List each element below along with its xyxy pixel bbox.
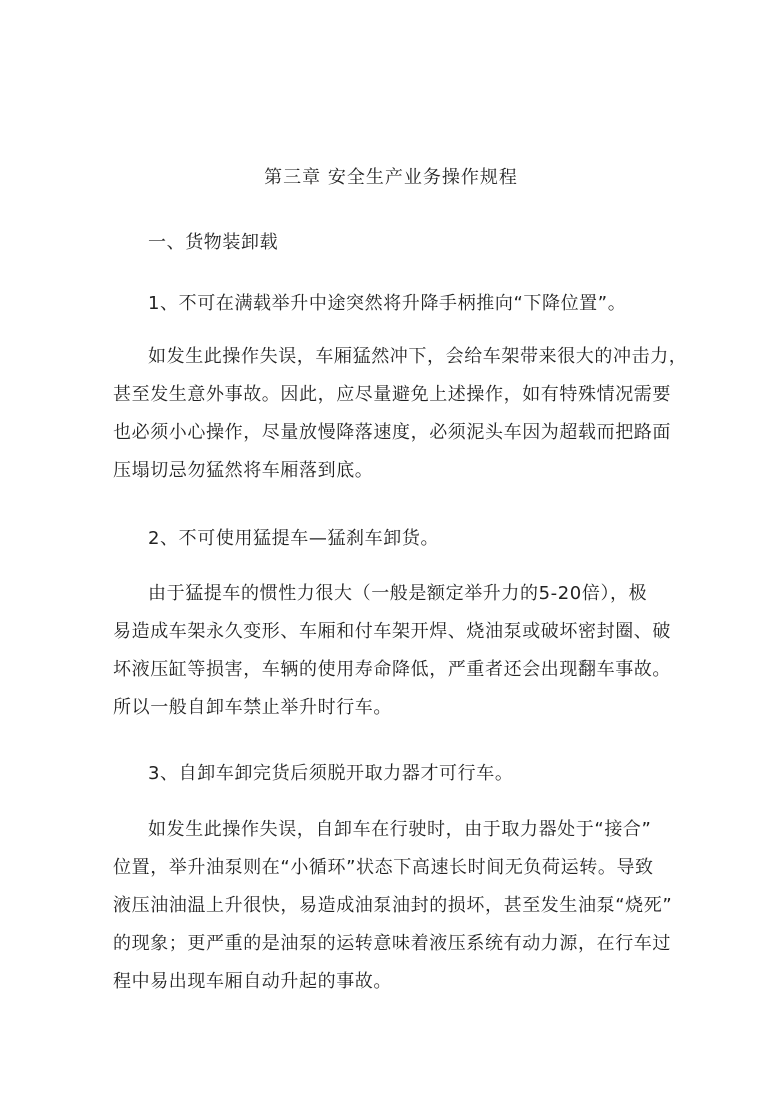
paragraph-3-line-1: 2、不可使用猛提车—猛刹车卸货。 (148, 528, 440, 549)
paragraph-5-line-1: 3、自卸车卸完货后须脱开取力器才可行车。 (148, 763, 514, 784)
paragraph-6-line-5: 程中易出现车厢自动升起的事故。 (113, 971, 392, 992)
paragraph-6-line-4: 的现象；更严重的是油泵的运转意味着液压系统有动力源，在行车过 (113, 933, 671, 954)
paragraph-6-line-1: 如发生此操作失误，自卸车在行驶时，由于取力器处于“接合” (148, 819, 652, 840)
paragraph-2-line-4: 压塌切忌勿猛然将车厢落到底。 (113, 460, 374, 481)
paragraph-6-line-2: 位置，举升油泵则在“小循环”状态下高速长时间无负荷运转。导致 (113, 857, 654, 878)
paragraph-6-line-3: 液压油油温上升很快，易造成油泵油封的损坏，甚至发生油泵“烧死” (113, 895, 673, 916)
paragraph-2-line-2: 甚至发生意外事故。因此，应尽量避免上述操作，如有特殊情况需要 (113, 384, 671, 405)
paragraph-2-line-3: 也必须小心操作，尽量放慢降落速度，必须泥头车因为超载而把路面 (113, 422, 671, 443)
paragraph-4-line-3: 坏液压缸等损害，车辆的使用寿命降低，严重者还会出现翻车事故。 (113, 659, 671, 680)
section-heading: 一、货物装卸载 (148, 232, 279, 253)
page-title: 第三章 安全生产业务操作规程 (264, 167, 518, 188)
paragraph-2-line-1: 如发生此操作失误，车厢猛然冲下，会给车架带来很大的冲击力， (148, 346, 688, 367)
paragraph-4-line-2: 易造成车架永久变形、车厢和付车架开焊、烧油泵或破坏密封圈、破 (113, 621, 671, 642)
paragraph-4-line-4: 所以一般自卸车禁止举升时行车。 (113, 697, 392, 718)
paragraph-1-line-1: 1、不可在满载举升中途突然将升降手柄推向“下降位置”。 (148, 293, 627, 314)
paragraph-4-line-1: 由于猛提车的惯性力很大（一般是额定举升力的5-20倍），极 (148, 583, 648, 604)
